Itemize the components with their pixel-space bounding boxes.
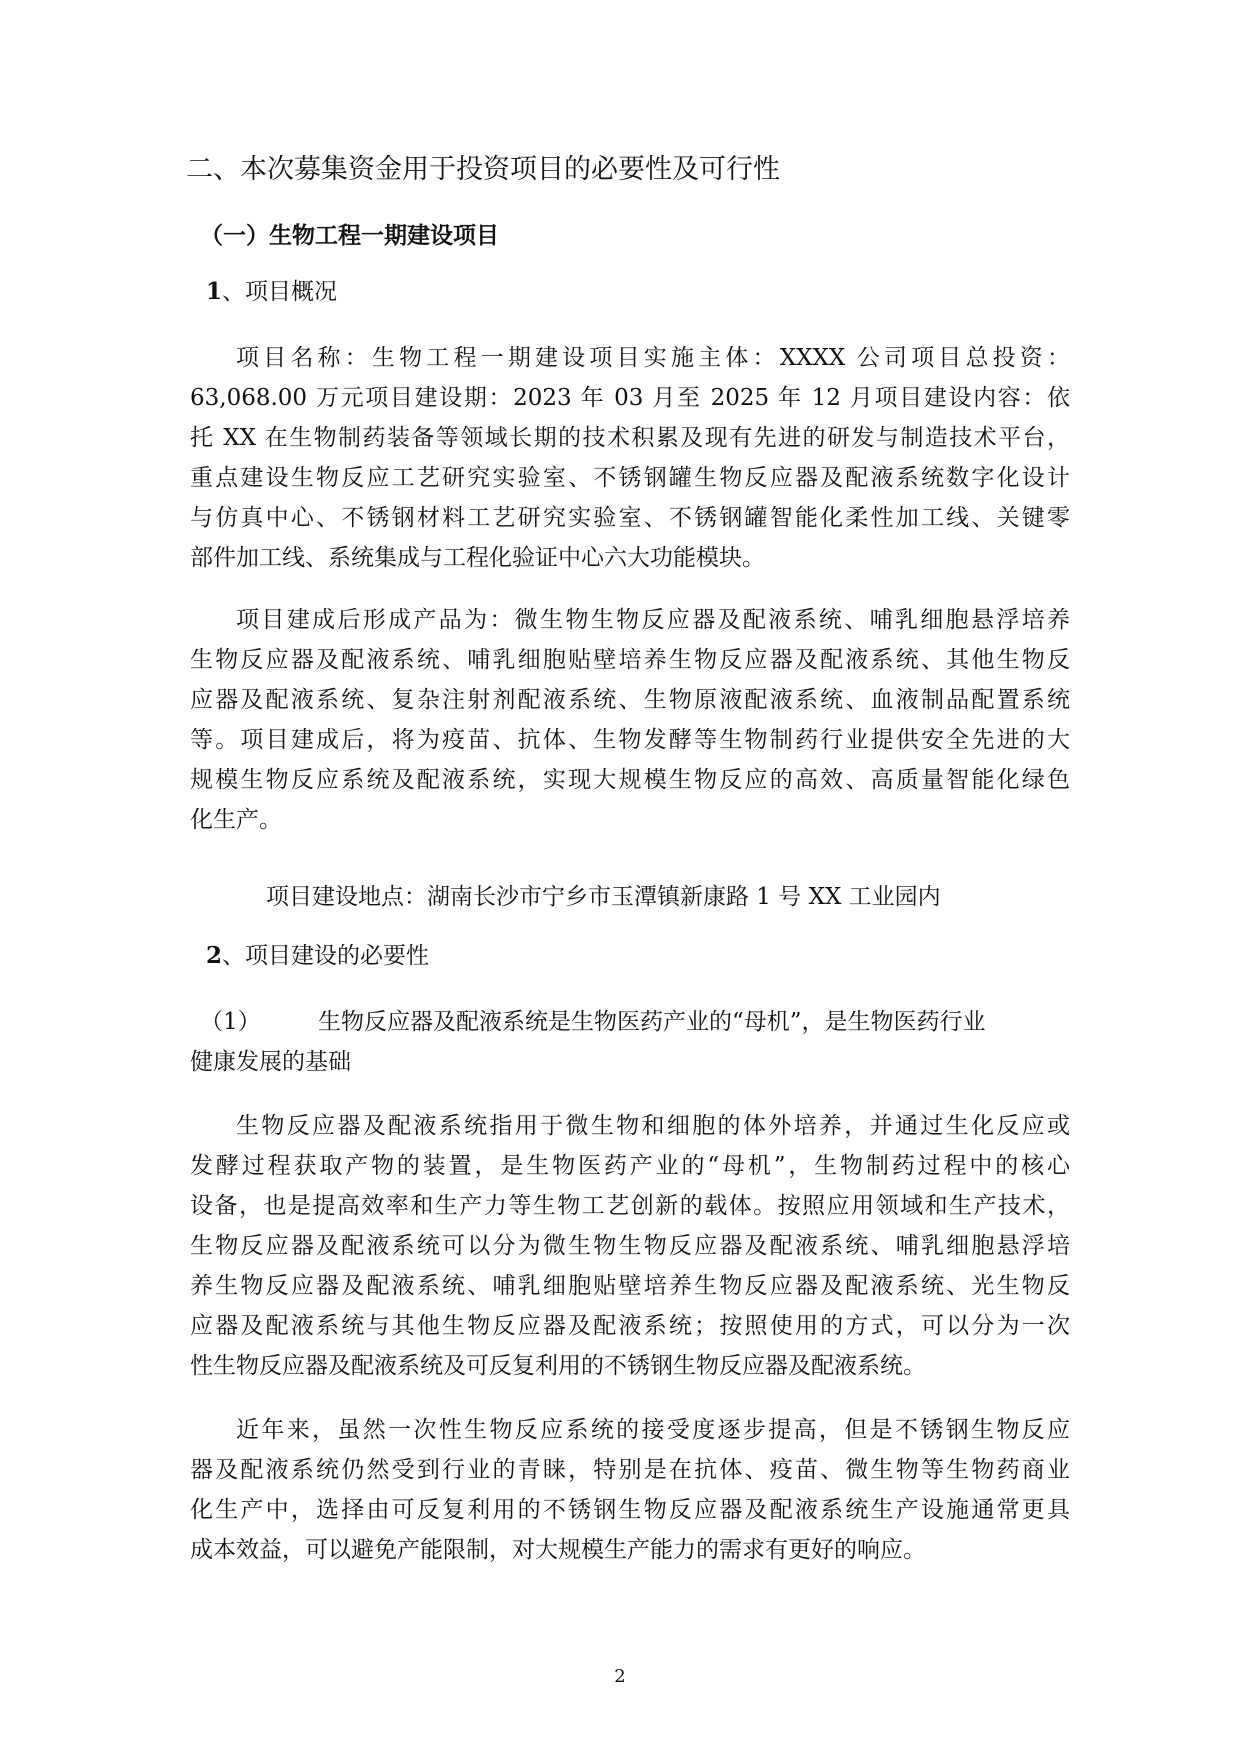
paragraph-description (190, 1106, 1070, 1386)
paragraph-products (190, 600, 1070, 840)
text-line: 规模生物反应系统及配液系统，实现大规模生物反应的高效、高质量智能化绿色 (190, 767, 1070, 793)
text-line: 等。项目建成后，将为疫苗、抗体、生物发酵等生物制药行业提供安全先进的大 (190, 727, 1070, 753)
text-line: 63,068.00 万元项目建设期：2023 年 03 月至 2025 年 12 月项目建设内容：依 (190, 385, 1070, 411)
item-heading-overview (206, 274, 337, 310)
section-title: 二、本次募集资金用于投资项目的必要性及可行性 (186, 154, 780, 185)
text-line: 性生物反应器及配液系统及可反复利用的不锈钢生物反应器及配液系统。 (190, 1353, 926, 1379)
text-line: 发酵过程获取产物的装置，是生物医药产业的“母机”，生物制药过程中的核心 (190, 1153, 1070, 1179)
text-line: 与仿真中心、不锈钢材料工艺研究实验室、不锈钢罐智能化柔性加工线、关键零 (190, 505, 1070, 531)
text-line: 应器及配液系统、复杂注射剂配液系统、生物原液配液系统、血液制品配置系统 (190, 687, 1070, 713)
text-line: 近年来，虽然一次性生物反应系统的接受度逐步提高，但是不锈钢生物反应 (236, 1417, 1070, 1443)
item-number: 1 (206, 278, 223, 305)
item-number: 2 (206, 942, 223, 969)
text-line: 应器及配液系统与其他生物反应器及配液系统；按照使用的方式，可以分为一次 (190, 1313, 1070, 1339)
sub-heading-number: （1） (200, 1009, 261, 1035)
text-line: 设备，也是提高效率和生产力等生物工艺创新的载体。按照应用领域和生产技术， (190, 1193, 1070, 1219)
project-site: 项目建设地点：湖南长沙市宁乡市玉潭镇新康路 1 号 XX 工业园内 (266, 884, 941, 910)
text-line: 项目名称：生物工程一期建设项目实施主体：XXXX 公司项目总投资： (236, 345, 1070, 371)
text-line: 成本效益，可以避免产能限制，对大规模生产能力的需求有更好的响应。 (190, 1537, 926, 1563)
sub-heading-line: 生物反应器及配液系统是生物医药产业的“母机”，是生物医药行业 (318, 1009, 986, 1035)
text-line: 生物反应器及配液系统可以分为微生物生物反应器及配液系统、哺乳细胞悬浮培 (190, 1233, 1070, 1259)
paragraph-recent (190, 1410, 1070, 1570)
text-line: 化生产中，选择由可反复利用的不锈钢生物反应器及配液系统生产设施通常更具 (190, 1497, 1070, 1523)
page-number: 2 (614, 1666, 626, 1687)
item-title: 、项目概况 (222, 279, 338, 305)
text-line: 部件加工线、系统集成与工程化验证中心六大功能模块。 (190, 545, 765, 571)
subsection-title: （一）生物工程一期建设项目 (200, 223, 499, 249)
item-heading-necessity (206, 938, 429, 974)
text-line: 化生产。 (190, 807, 282, 833)
sub-heading-line: 健康发展的基础 (190, 1049, 351, 1075)
text-line: 托 XX 在生物制药装备等领域长期的技术积累及现有先进的研发与制造技术平台， (190, 425, 1070, 451)
item-title: 、项目建设的必要性 (222, 943, 430, 969)
text-line: 重点建设生物反应工艺研究实验室、不锈钢罐生物反应器及配液系统数字化设计 (190, 465, 1070, 491)
text-line: 项目建成后形成产品为：微生物生物反应器及配液系统、哺乳细胞悬浮培养 (236, 607, 1070, 633)
text-line: 器及配液系统仍然受到行业的青睐，特别是在抗体、疫苗、微生物等生物药商业 (190, 1457, 1070, 1483)
text-line: 养生物反应器及配液系统、哺乳细胞贴壁培养生物反应器及配液系统、光生物反 (190, 1273, 1070, 1299)
text-line: 生物反应器及配液系统指用于微生物和细胞的体外培养，并通过生化反应或 (236, 1113, 1070, 1139)
text-line: 生物反应器及配液系统、哺乳细胞贴壁培养生物反应器及配液系统、其他生物反 (190, 647, 1070, 673)
sub-heading-1 (190, 1002, 1070, 1082)
paragraph-overview (190, 338, 1070, 578)
